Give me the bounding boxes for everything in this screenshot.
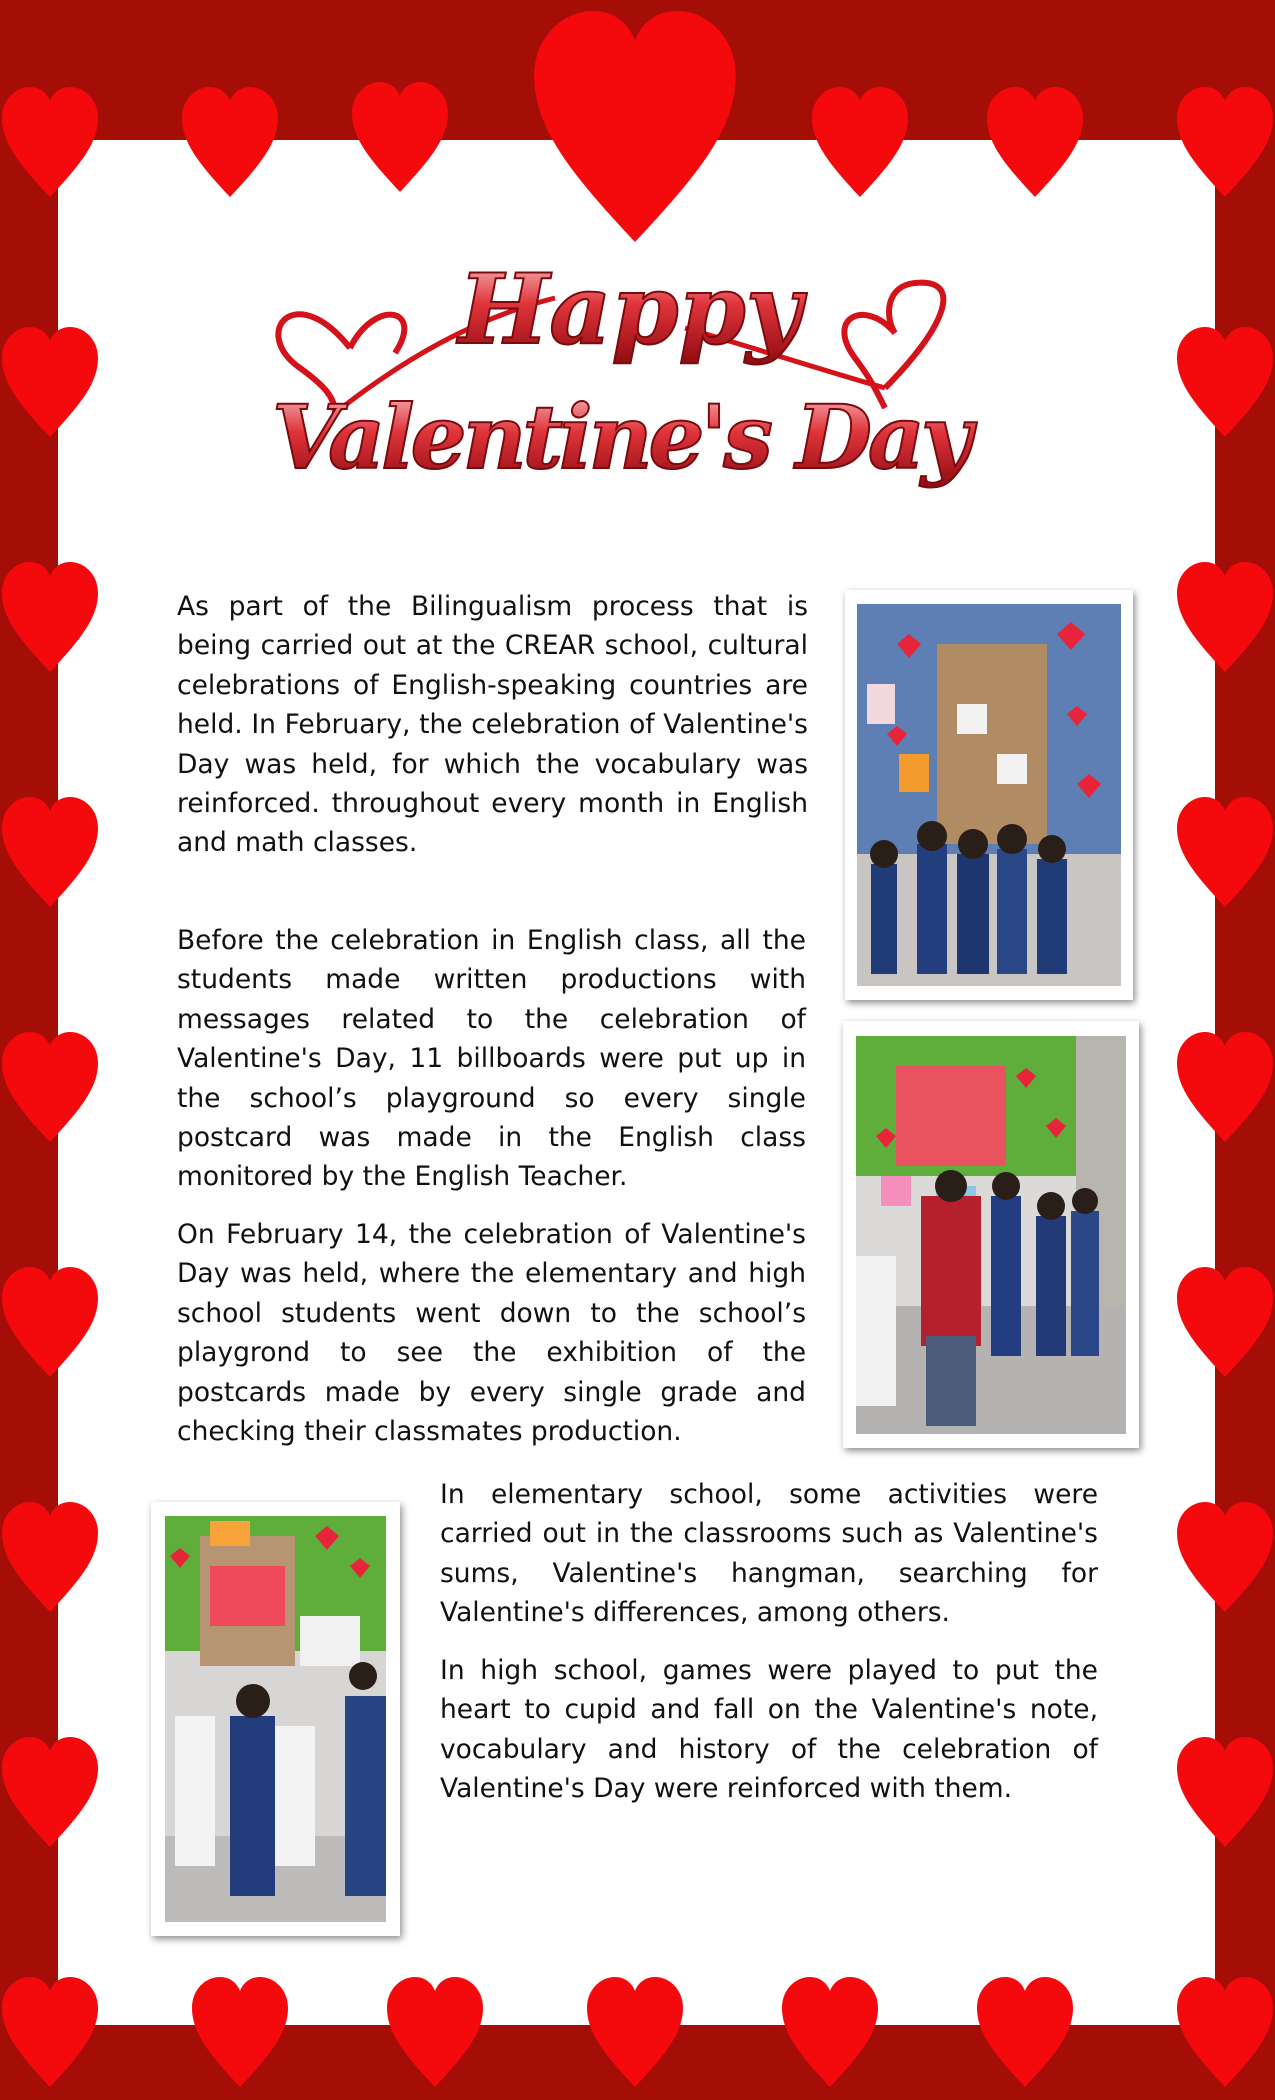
heart-icon	[0, 1735, 100, 1850]
heart-icon	[1175, 1030, 1275, 1145]
heart-icon	[1175, 1500, 1275, 1615]
paragraph-high-school: In high school, games were played to put the heart to cupid and fall on the Valentine's note, vocabulary and history of the celebration of Valentine's Day were reinforced with them.	[440, 1655, 1098, 1805]
heart-icon	[1175, 560, 1275, 675]
heart-icon	[180, 85, 280, 200]
heart-icon	[780, 1975, 880, 2090]
heart-icon	[1175, 1975, 1275, 2090]
heart-icon	[0, 85, 100, 200]
paragraph-elementary: In elementary school, some activities were carried out in the classrooms such as Valentine's sums, Valentine's hangman, searching for Valentine's differences, among others.	[440, 1479, 1098, 1629]
photo-image	[165, 1516, 386, 1922]
photo-students-billboard-2	[843, 1021, 1139, 1448]
heart-icon	[985, 85, 1085, 200]
heart-icon	[0, 1265, 100, 1380]
heart-icon	[975, 1975, 1075, 2090]
heart-icon	[190, 1975, 290, 2090]
heart-icon	[1175, 325, 1275, 440]
heart-icon	[810, 85, 910, 200]
title-banner	[255, 238, 990, 528]
heart-icon	[1175, 1735, 1275, 1850]
paragraph-bilingualism: As part of the Bilingualism process that is being carried out at the CREAR school, cultural celebrations of English-speaking countries are held. In February, the celebration of Valentine's Day was held, for which the vocabulary was reinforced. throughout every month in English and math classes.	[177, 591, 808, 859]
heart-icon	[1175, 1265, 1275, 1380]
heart-icon	[0, 1975, 100, 2090]
heart-icon	[1175, 795, 1275, 910]
heart-icon	[0, 1030, 100, 1145]
paragraph-february-14: On February 14, the celebration of Valentine's Day was held, where the elementary and high school students went down to the school’s playgrond to see the exhibition of the postcards made by every single grade and checking their classmates production.	[177, 1219, 806, 1448]
heart-icon	[1175, 85, 1275, 200]
heart-icon	[0, 1500, 100, 1615]
ribbon-heart-icon	[255, 238, 990, 528]
heart-icon	[585, 1975, 685, 2090]
heart-icon	[0, 795, 100, 910]
paragraph-before-celebration: Before the celebration in English class, all the students made written productions with messages related to the celebration of Valentine's Day, 11 billboards were put up in the school’s playground so every single postcard was made in the English class monitored by the English Teacher.	[177, 925, 806, 1193]
photo-image	[856, 1036, 1126, 1434]
heart-icon	[385, 1975, 485, 2090]
title-line2: Valentine's Day	[272, 385, 972, 489]
heart-icon	[0, 560, 100, 675]
large-heart-icon	[530, 0, 740, 255]
heart-icon	[0, 325, 100, 440]
photo-image	[857, 604, 1121, 986]
photo-students-billboard-1	[845, 590, 1133, 1000]
title-line1: Happy	[458, 253, 802, 366]
heart-icon	[350, 80, 450, 195]
photo-students-billboard-3	[151, 1502, 400, 1936]
